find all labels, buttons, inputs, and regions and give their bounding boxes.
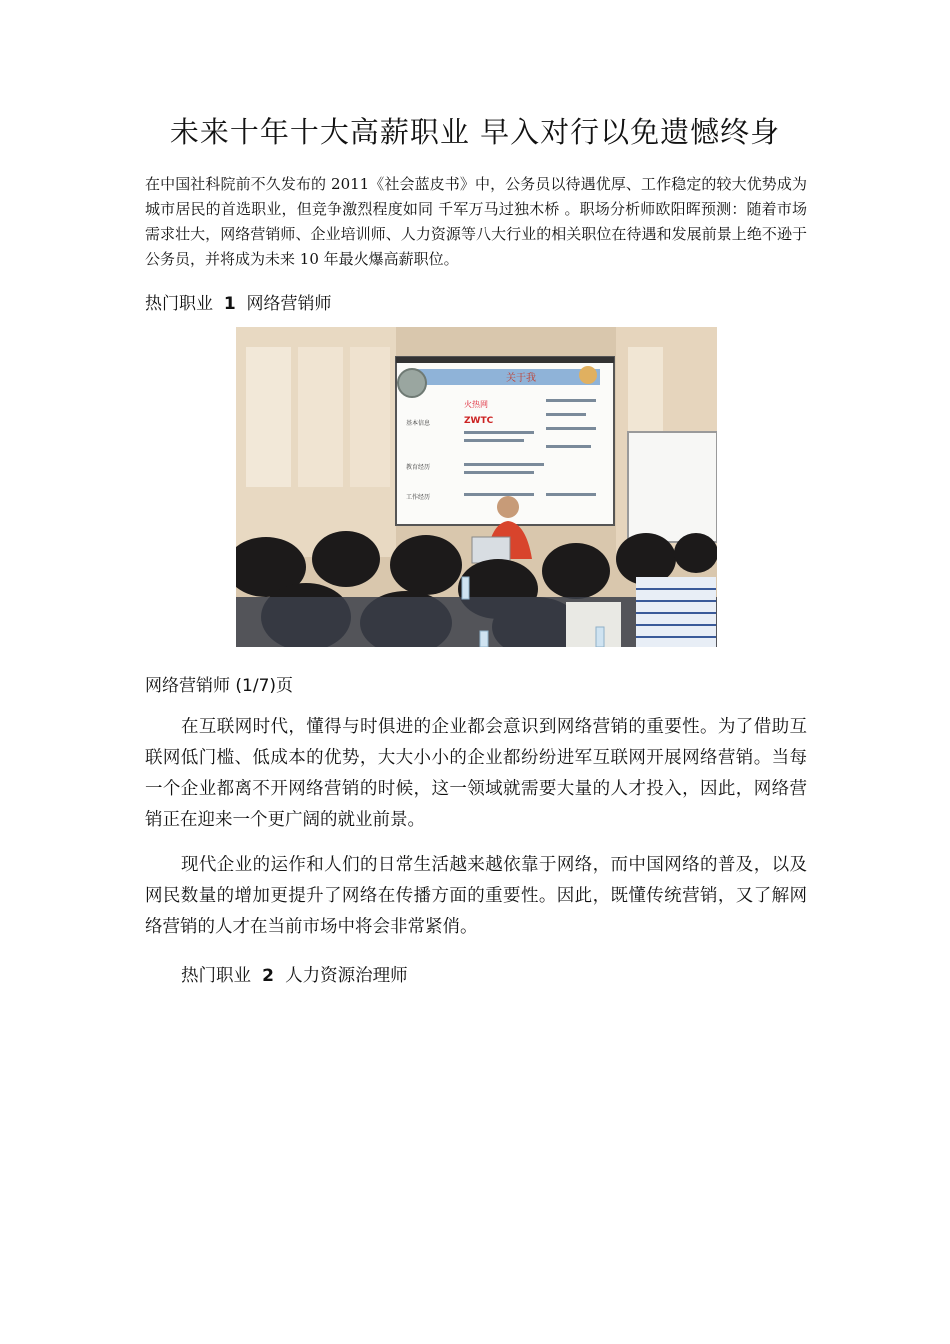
slide-row-label-2: 教育经历: [406, 464, 431, 471]
slide-row-label-3: 工作经历: [406, 494, 431, 501]
lecture-photo: [236, 327, 717, 647]
caption-suffix: 页: [276, 676, 294, 696]
job-heading-number: 2: [262, 966, 274, 986]
slide-brand-2: ZWTC: [464, 416, 494, 426]
intro-paragraph: 在中国社科院前不久发布的 2011《社会蓝皮书》中，公务员以待遇优厚、工作稳定的较大优势成为城市居民的首选职业，但竞争激烈程度如同 千军万马过独木桥 。职场分析师欧阳晖预测：随着市场需求壮大，网络营销师、企业培训师、人力资源等八大行业的相关职位在待遇和发展前景上绝不逊于公务员，并将成为未来 10 年最火爆高薪职位。: [145, 175, 807, 268]
slide-title: 关于我: [506, 373, 536, 384]
job-heading-prefix: 热门职业: [145, 294, 213, 314]
body-paragraph-2: 现代企业的运作和人们的日常生活越来越依靠于网络，而中国网络的普及，以及网民数量的增加更提升了网络在传播方面的重要性。因此，既懂传统营销，又了解网络营销的人才在当前市场中将会非常紧俏。: [145, 855, 807, 937]
photo-caption: [145, 671, 293, 696]
caption-page: (1/7): [235, 676, 277, 696]
body-paragraph-1: 在互联网时代，懂得与时俱进的企业都会意识到网络营销的重要性。为了借助互联网低门槛、低成本的优势，大大小小的企业都纷纷进军互联网开展网络营销。当每一个企业都离不开网络营销的时候，这一领域就需要大量的人才投入，因此，网络营销正在迎来一个更广阔的就业前景。: [145, 717, 807, 830]
job-heading-name: 网络营销师: [246, 294, 332, 314]
job-heading-number: 1: [223, 294, 236, 314]
job-heading-prefix: 热门职业: [181, 966, 251, 986]
job-heading-name: 人力资源治理师: [285, 966, 408, 986]
slide-row-label-1: 基本信息: [406, 420, 431, 427]
job-heading-2: [181, 962, 408, 987]
job-heading-1: [145, 289, 331, 314]
slide-brand-1: 火热网: [464, 400, 488, 409]
page-title: 未来十年十大高薪职业 早入对行以免遗憾终身: [169, 115, 781, 149]
caption-text: 网络营销师: [145, 676, 230, 696]
